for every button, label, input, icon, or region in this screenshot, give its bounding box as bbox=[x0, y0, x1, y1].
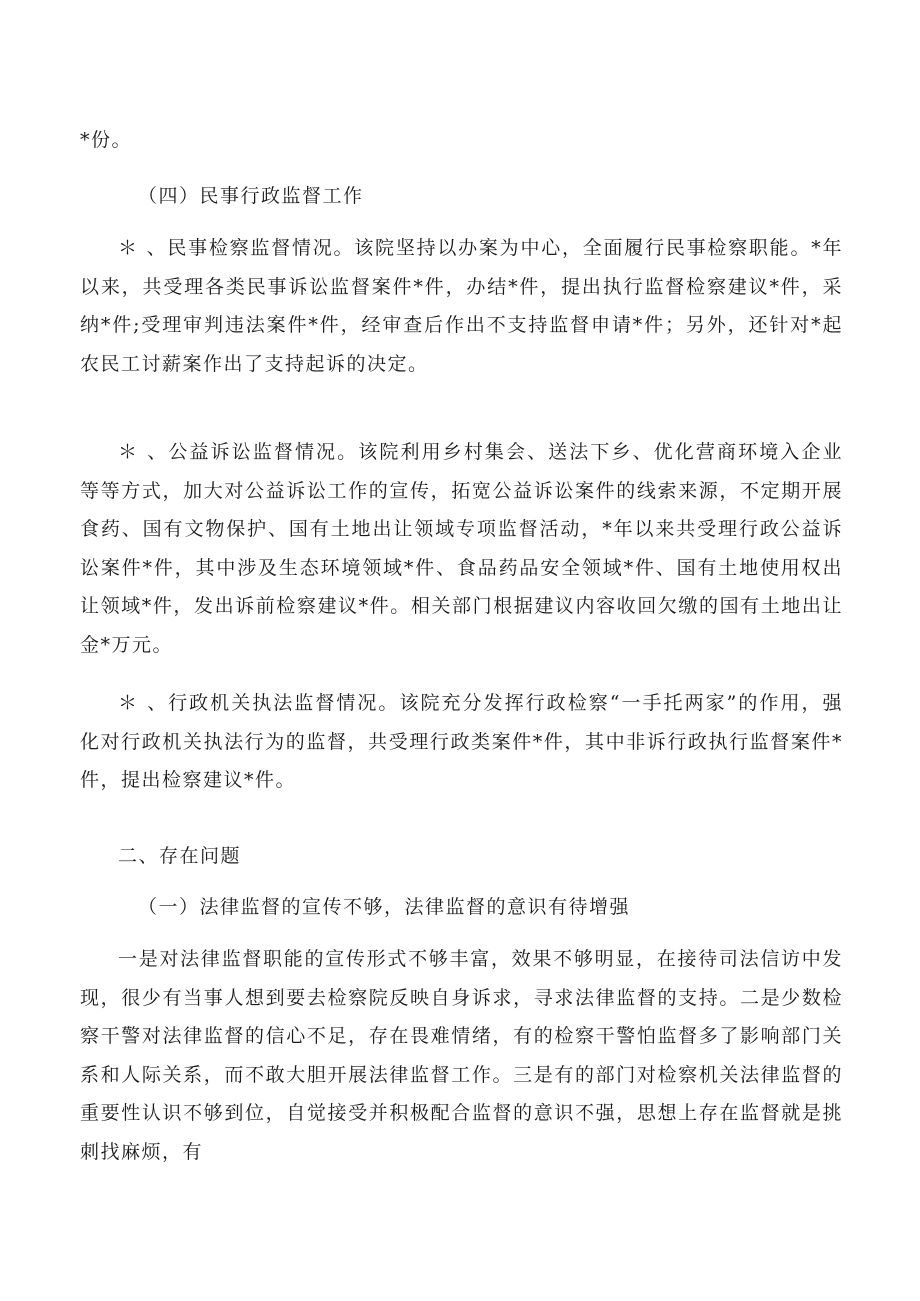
section-two-block bbox=[80, 837, 843, 876]
issues-block bbox=[80, 940, 843, 1171]
section-heading-problems: 二、存在问题 bbox=[118, 845, 242, 867]
continuation-text-block bbox=[80, 121, 843, 160]
paragraph-admin-enforcement-supervision: ＊ 、行政机关执法监督情况。该院充分发挥行政检察“一手托两家”的作用，强化对行政机关执法行为的监督，共受理行政类案件*件，其中非诉行政执行监督案件*件，提出检察建议*件。 bbox=[80, 692, 843, 791]
heading-publicity-insufficient: （一）法律监督的宣传不够，法律监督的意识有待增强 bbox=[138, 896, 631, 918]
paragraph-civil-supervision: ＊ 、民事检察监督情况。该院坚持以办案为中心，全面履行民事检察职能。*年以来，共受理各类民事诉讼监督案件*件，办结*件，提出执行监督检察建议*件，采纳*件;受理审判违法案件*件，经审查后作出不支持监督申请*件；另外，还针对*起农民工讨薪案作出了支持起诉的决定。 bbox=[80, 237, 843, 375]
paragraph-issues: 一是对法律监督职能的宣传形式不够丰富，效果不够明显，在接待司法信访中发现，很少有当事人想到要去检察院反映自身诉求，寻求法律监督的支持。二是少数检察干警对法律监督的信心不足，存在畏难情绪，有的检察干警怕监督多了影响部门关系和人际关系，而不敢大胆开展法律监督工作。三是有的部门对检察机关法律监督的重要性认识不够到位，自觉接受并积极配合监督的意识不强，思想上存在监督就是挑刺找麻烦，有 bbox=[80, 948, 843, 1163]
admin-enforcement-block bbox=[80, 684, 843, 800]
heading-civil-admin-supervision: （四）民事行政监督工作 bbox=[138, 185, 364, 207]
continuation-line: *份。 bbox=[80, 129, 133, 151]
paragraph-public-interest-supervision: ＊ 、公益诉讼监督情况。该院利用乡村集会、送法下乡、优化营商环境入企业等等方式，加大对公益诉讼工作的宣传，拓宽公益诉讼案件的线索来源，不定期开展食药、国有文物保护、国有土地出让领域专项监督活动，*年以来共受理行政公益诉讼案件*件，其中涉及生态环境领域*件、食品药品安全领域*件、国有土地使用权出让领域*件，发出诉前检察建议*件。相关部门根据建议内容收回欠缴的国有土地出让金*万元。 bbox=[80, 441, 843, 656]
heading-one-block bbox=[80, 888, 843, 927]
public-interest-block bbox=[80, 433, 843, 664]
heading-four-block bbox=[80, 177, 843, 216]
civil-supervision-block bbox=[80, 229, 843, 383]
